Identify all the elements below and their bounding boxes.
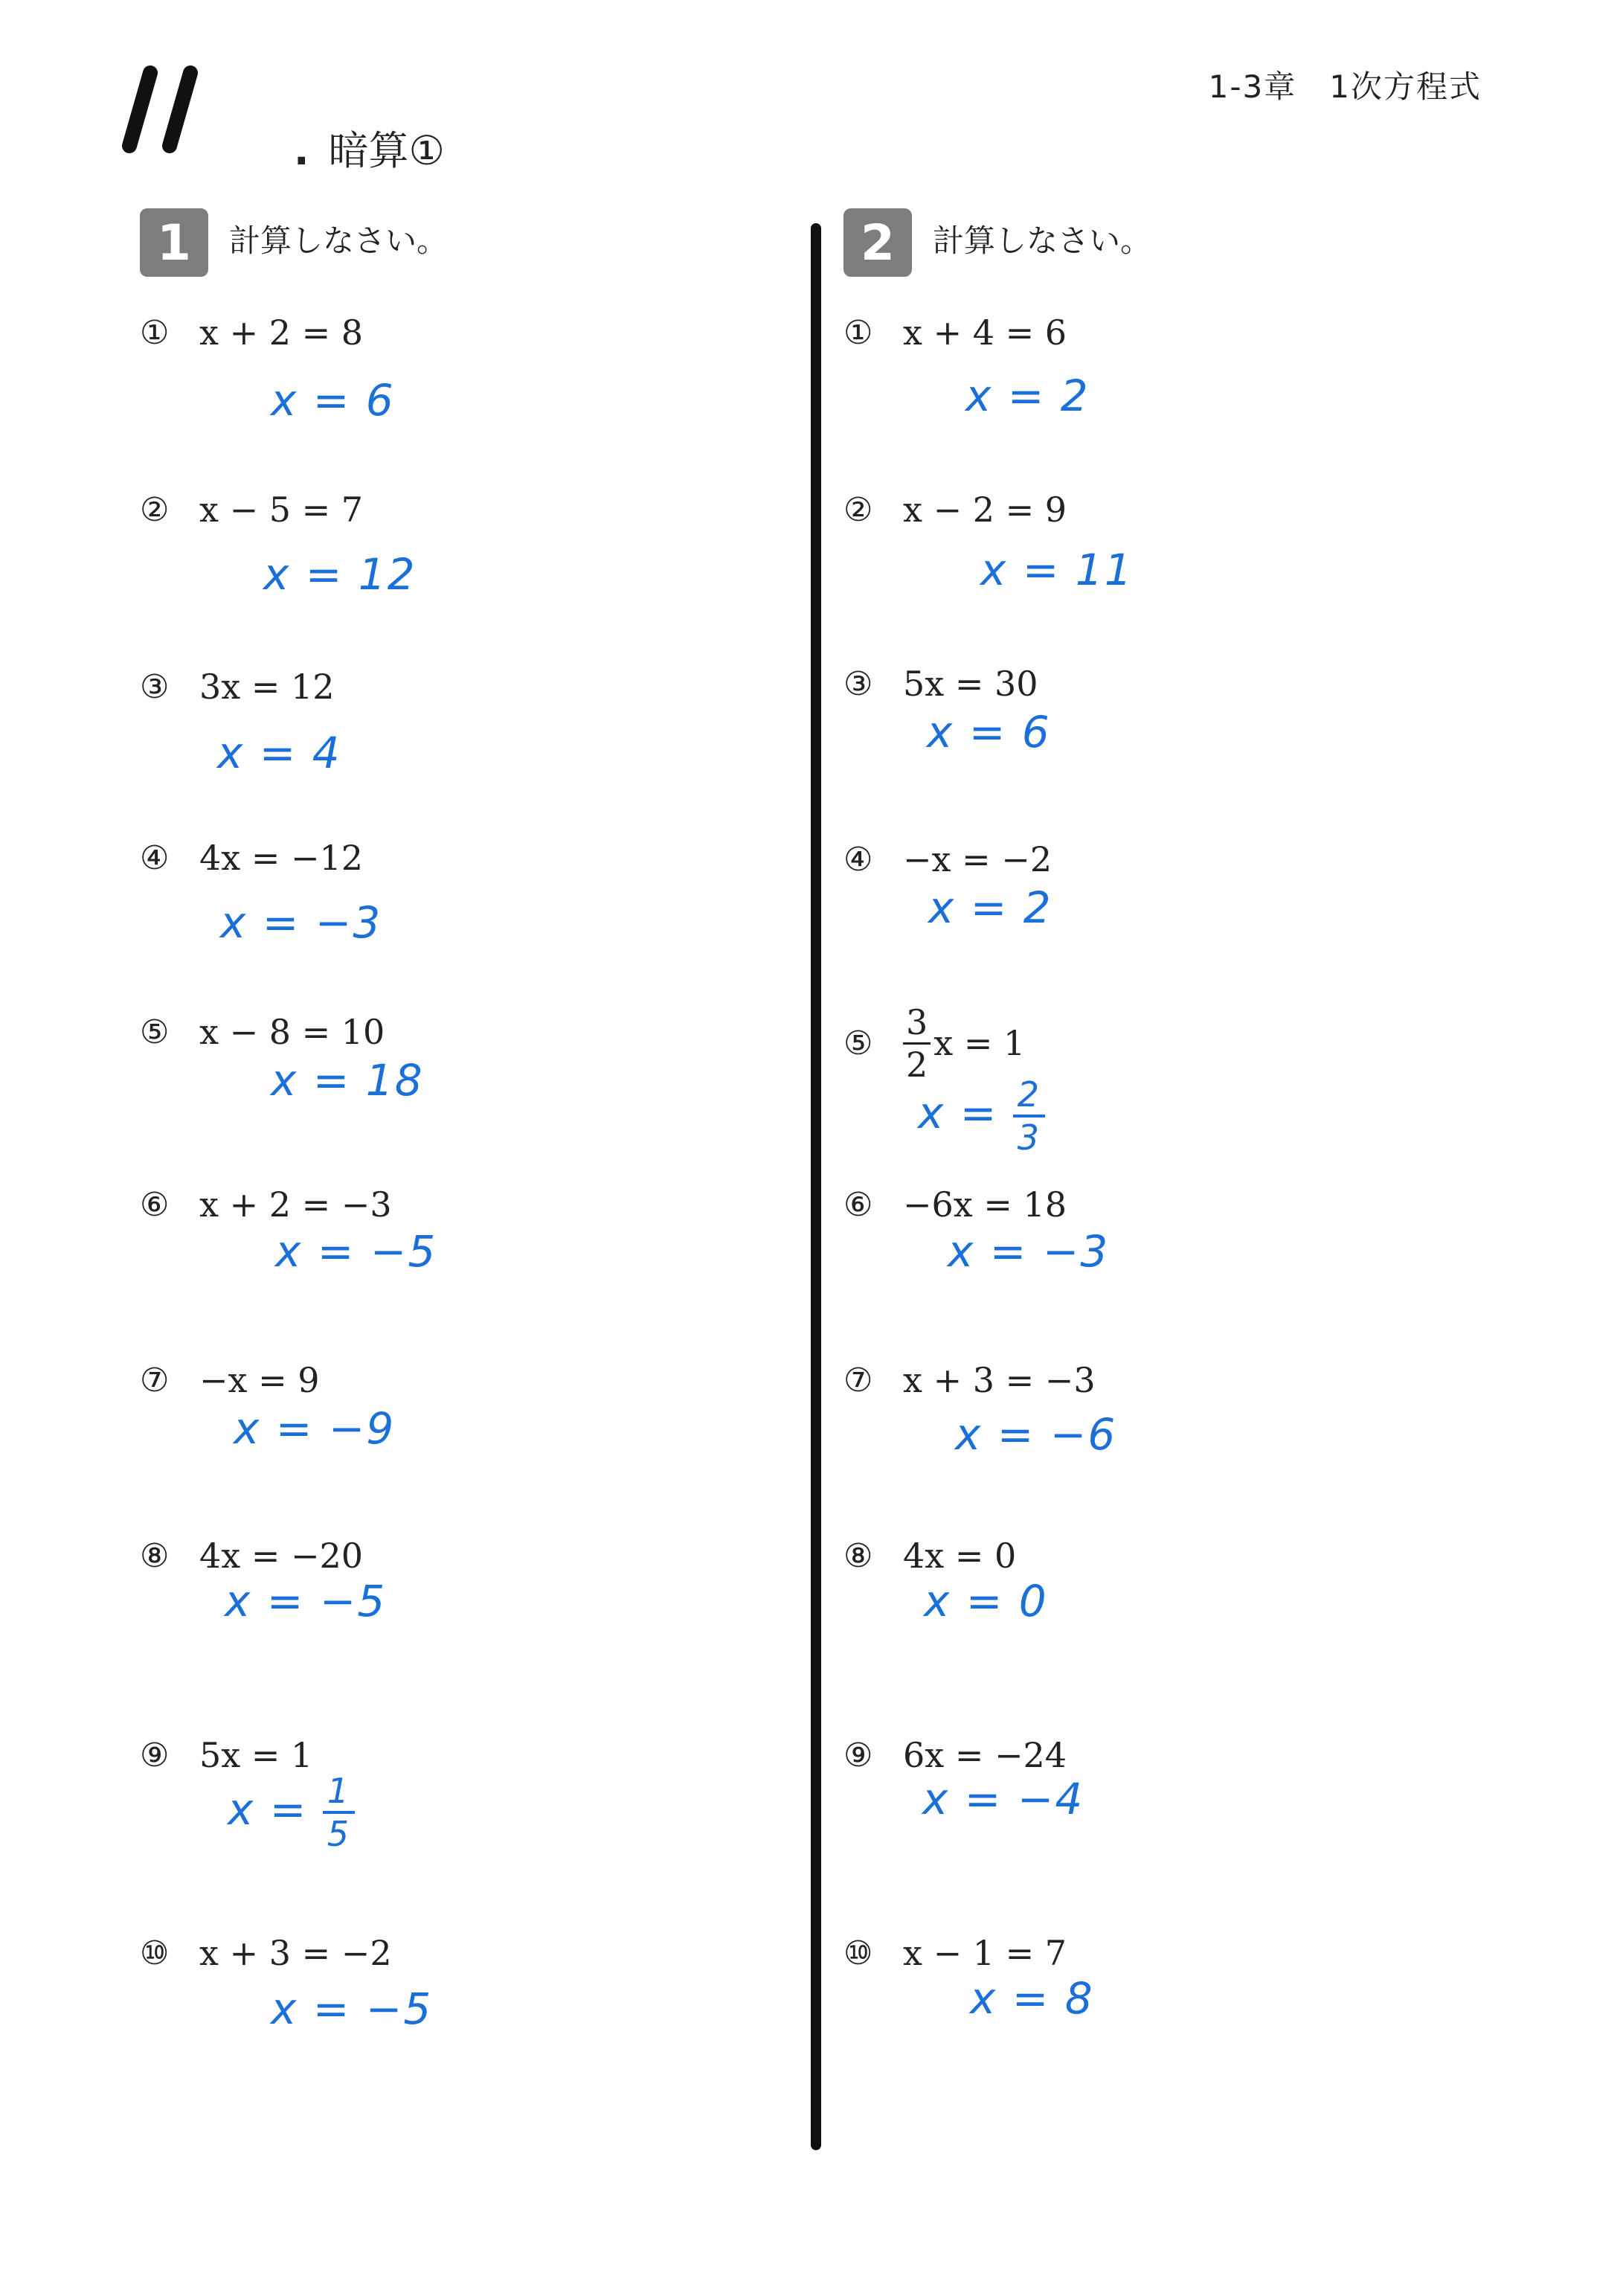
problem-number: ⑩ <box>843 1934 873 1972</box>
section-number-badge: 1 <box>140 208 208 277</box>
problem-number: ⑨ <box>843 1736 873 1774</box>
problem-number: ⑦ <box>140 1361 170 1399</box>
page-title <box>294 119 445 176</box>
problem-number: ③ <box>843 664 873 703</box>
problem-1-8 <box>140 1530 794 1626</box>
problem-number: ⑧ <box>140 1536 170 1575</box>
problem-2-8 <box>843 1530 1498 1626</box>
problem-equation <box>903 1001 1026 1085</box>
equation-fraction <box>903 1001 931 1085</box>
problem-1-4 <box>140 832 794 948</box>
answer-numerator: 1 <box>323 1774 355 1814</box>
handwritten-answer: x = 8 <box>970 1973 1094 2024</box>
problem-2-1 <box>843 307 1498 421</box>
problem-2-2 <box>843 484 1498 595</box>
problem-number: ⑥ <box>843 1185 873 1224</box>
handwritten-answer: x = −5 <box>275 1226 437 1277</box>
problem-2-6 <box>843 1179 1498 1277</box>
problem-equation: −x = −2 <box>903 839 1052 879</box>
problem-1-2 <box>140 484 794 600</box>
handwritten-answer: x = 6 <box>927 707 1051 757</box>
handwritten-answer: x = −5 <box>271 1984 433 2034</box>
problem-equation: x + 2 = −3 <box>199 1184 392 1225</box>
problem-equation: 4x = −20 <box>199 1536 364 1576</box>
handwritten-answer: x = −3 <box>948 1226 1110 1277</box>
problem-2-3 <box>843 658 1498 757</box>
problem-number: ① <box>843 313 873 352</box>
handwritten-answer: x = 0 <box>924 1576 1048 1626</box>
problem-1-10 <box>140 1927 794 2034</box>
problem-equation: −x = 9 <box>199 1360 320 1400</box>
handwritten-answer: x = −9 <box>234 1403 396 1454</box>
problem-equation: x − 2 = 9 <box>903 490 1067 530</box>
title-text: 暗算① <box>328 127 445 174</box>
problem-equation: 6x = −24 <box>903 1735 1067 1775</box>
section-1-header <box>140 208 794 277</box>
problem-number: ⑥ <box>140 1185 170 1224</box>
handwritten-answer: x = −4 <box>922 1774 1084 1824</box>
section-instruction: 計算しなさい。 <box>229 222 449 259</box>
handwritten-answer: x = −5 <box>225 1576 387 1626</box>
problem-2-5 <box>843 1001 1498 1158</box>
equation-denominator: 2 <box>906 1044 928 1085</box>
title-dot: . <box>294 127 309 174</box>
problem-equation: 5x = 30 <box>903 664 1038 704</box>
double-slash-mark-icon <box>119 65 208 155</box>
problem-number: ② <box>843 490 873 529</box>
answer-denominator: 5 <box>327 1814 351 1854</box>
handwritten-answer: x = −6 <box>955 1409 1117 1460</box>
handwritten-answer <box>918 1074 1045 1158</box>
problem-2-9 <box>843 1729 1498 1824</box>
answer-prefix: x = <box>918 1088 1013 1139</box>
problem-equation: x + 3 = −3 <box>903 1360 1096 1400</box>
problem-equation: 3x = 12 <box>199 667 335 707</box>
section-number-badge: 2 <box>843 208 912 277</box>
problem-number: ③ <box>140 667 170 706</box>
problem-2-10 <box>843 1927 1498 2024</box>
problem-2-7 <box>843 1354 1498 1460</box>
problem-1-1 <box>140 307 794 426</box>
handwritten-answer: x = 2 <box>965 371 1090 421</box>
problem-number: ④ <box>843 840 873 879</box>
problem-number: ⑩ <box>140 1934 170 1972</box>
problem-1-9 <box>140 1729 794 1854</box>
problem-equation: x + 2 = 8 <box>199 312 364 353</box>
problem-equation: x − 1 = 7 <box>903 1933 1067 1973</box>
problem-number: ⑧ <box>843 1536 873 1575</box>
problem-1-7 <box>140 1354 794 1454</box>
section-instruction: 計算しなさい。 <box>933 222 1152 259</box>
equation-rest: x = 1 <box>933 1023 1026 1063</box>
problem-1-5 <box>140 1006 794 1106</box>
problem-number: ⑤ <box>843 1024 873 1062</box>
section-1 <box>140 208 794 2034</box>
column-divider <box>811 223 821 2150</box>
handwritten-answer: x = 18 <box>271 1055 424 1106</box>
answer-fraction <box>323 1771 355 1854</box>
answer-fraction <box>1013 1074 1045 1158</box>
handwritten-answer: x = 2 <box>928 882 1052 933</box>
problem-1-3 <box>140 661 794 778</box>
problem-equation: 4x = −12 <box>199 838 364 878</box>
problem-number: ④ <box>140 838 170 877</box>
handwritten-answer: x = −3 <box>220 897 382 948</box>
problem-equation: −6x = 18 <box>903 1184 1067 1225</box>
problem-2-4 <box>843 833 1498 933</box>
section-2 <box>843 208 1498 2024</box>
problem-equation: x + 3 = −2 <box>199 1933 392 1973</box>
answer-prefix: x = <box>228 1784 323 1835</box>
equation-numerator: 3 <box>903 1005 931 1045</box>
problem-equation: x − 8 = 10 <box>199 1012 385 1052</box>
problem-equation: x + 4 = 6 <box>903 312 1067 353</box>
answer-numerator: 2 <box>1013 1077 1045 1117</box>
handwritten-answer: x = 11 <box>980 545 1134 595</box>
handwritten-answer: x = 6 <box>271 375 395 426</box>
problem-equation: 4x = 0 <box>903 1536 1017 1576</box>
handwritten-answer: x = 4 <box>217 728 341 778</box>
section-2-header <box>843 208 1498 277</box>
problem-number: ① <box>140 313 170 352</box>
handwritten-answer <box>228 1771 355 1854</box>
handwritten-answer: x = 12 <box>263 549 417 600</box>
problem-equation: 5x = 1 <box>199 1735 313 1775</box>
problem-equation: x − 5 = 7 <box>199 490 364 530</box>
chapter-label: 1-3章 1次方程式 <box>1208 68 1482 105</box>
problem-number: ② <box>140 490 170 529</box>
problem-number: ⑤ <box>140 1013 170 1051</box>
answer-denominator: 3 <box>1017 1117 1041 1158</box>
problem-number: ⑨ <box>140 1736 170 1774</box>
problem-1-6 <box>140 1179 794 1277</box>
problem-number: ⑦ <box>843 1361 873 1399</box>
